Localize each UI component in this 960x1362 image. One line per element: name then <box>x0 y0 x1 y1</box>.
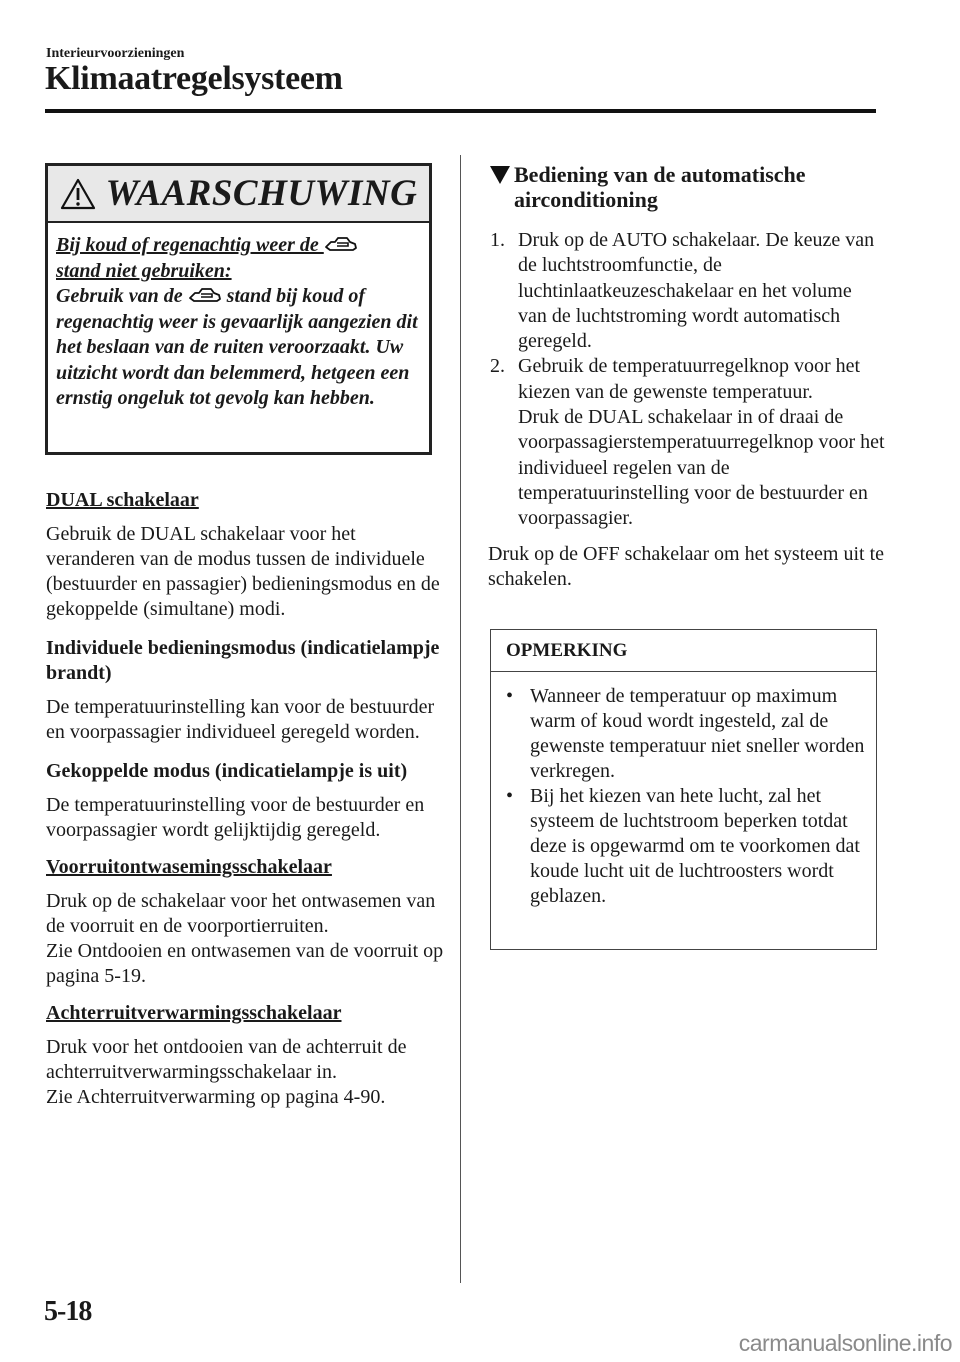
left-column <box>46 488 446 1110</box>
coupled-mode-body: De temperatuurinstelling voor de bestuurder en voorpassagier wordt gelijktijdig geregeld. <box>46 794 425 841</box>
note-body <box>491 672 876 909</box>
triangle-down-icon <box>490 166 510 184</box>
warning-box <box>45 163 432 455</box>
dual-switch-heading: DUAL schakelaar <box>46 489 199 511</box>
page-number: 5-18 <box>44 1296 92 1327</box>
warning-line3a: Gebruik van de <box>56 285 188 307</box>
auto-ac-heading <box>490 162 885 212</box>
warning-line3b: stand bij koud of <box>221 285 366 307</box>
air-recirculation-car-icon <box>324 236 358 254</box>
step-number: 2. <box>490 355 505 378</box>
warning-header <box>48 166 429 223</box>
step-item <box>490 228 885 354</box>
coupled-mode-heading: Gekoppelde modus (indicatielampje is uit) <box>46 760 408 782</box>
note-title: OPMERKING <box>491 630 876 672</box>
individual-mode-heading: Individuele bedieningsmodus (indicatielampje brandt) <box>46 637 440 684</box>
rear-defrost-reference: Zie Achterruitverwarming op pagina 4-90. <box>46 1086 386 1108</box>
rear-defrost-heading: Achterruitverwarmingsschakelaar <box>46 1002 342 1024</box>
title-rule <box>45 109 876 113</box>
rear-defrost-body: Druk voor het ontdooien van de achterruit de achterruitverwarmingsschakelaar in. <box>46 1036 407 1083</box>
note-box <box>490 629 877 950</box>
warning-triangle-icon <box>60 178 96 210</box>
air-recirculation-car-icon <box>188 287 222 305</box>
step-text: Gebruik de temperatuurregelknop voor het kiezen van de gewenste temperatuur. <box>518 355 861 403</box>
step-text: Druk op de AUTO schakelaar. De keuze van de luchtstroomfunctie, de luchtinlaatkeuzeschakelaar en het volume van de luchtstroming wordt automatisch geregeld. <box>518 229 875 353</box>
bullet-dot: • <box>506 785 514 807</box>
page-title: Klimaatregelsysteem <box>45 60 343 97</box>
right-column <box>490 162 885 592</box>
windshield-defog-reference: Zie Ontdooien en ontwasemen van de voorruit op pagina 5-19. <box>46 940 444 987</box>
individual-mode-body: De temperatuurinstelling kan voor de bestuurder en voorpassagier individueel geregeld worden. <box>46 696 435 743</box>
note-bullet <box>503 684 876 784</box>
note-bullet-text: Wanneer de temperatuur op maximum warm of koud wordt ingesteld, zal de gewenste temperatuur niet sneller worden verkregen. <box>530 685 865 782</box>
note-bullet-text: Bij het kiezen van hete lucht, zal het systeem de luchtstroom beperken totdat deze is opgewarmd om te voorkomen dat koude lucht uit de luchtroosters wordt geblazen. <box>530 785 860 907</box>
step-item <box>490 354 885 531</box>
step-number: 1. <box>490 229 505 251</box>
dual-switch-body: Gebruik de DUAL schakelaar voor het veranderen van de modus tussen de individuele (bestuurder en passagier) bedieningsmodus en de gekoppelde (simultane) modi. <box>46 523 440 620</box>
steps-list <box>490 228 885 532</box>
column-divider <box>460 155 461 1283</box>
warning-body-rest: regenachtig weer is gevaarlijk aangezien dit het beslaan van de ruiten veroorzaakt. Uw uitzicht wordt dan belemmerd, hetgeen een ernstig ongeluk tot gevolg kan hebben. <box>56 310 418 409</box>
windshield-defog-body: Druk op de schakelaar voor het ontwasemen van de voorruit en de voorportierruiten. <box>46 890 436 937</box>
note-bullet <box>503 784 876 909</box>
section-label: Interieurvoorzieningen <box>46 46 185 61</box>
auto-ac-heading-text: Bediening van de automatische airconditioning <box>514 162 806 212</box>
bullet-dot: • <box>506 685 514 707</box>
warning-line2: stand niet gebruiken: <box>56 259 232 282</box>
warning-body <box>48 223 429 412</box>
warning-title: WAARSCHUWING <box>105 173 418 214</box>
warning-line1: Bij koud of regenachtig weer de <box>56 234 324 256</box>
windshield-defog-heading: Voorruitontwasemingsschakelaar <box>46 856 332 878</box>
off-switch-text: Druk op de OFF schakelaar om het systeem uit te schakelen. <box>488 542 885 590</box>
watermark: carmanualsonline.info <box>738 1330 952 1356</box>
step-text-continued: Druk de DUAL schakelaar in of draai de voorpassagierstemperatuurregelknop voor het individueel regelen van de temperatuurinstelling voor de bestuurder en voorpassagier. <box>518 406 885 530</box>
